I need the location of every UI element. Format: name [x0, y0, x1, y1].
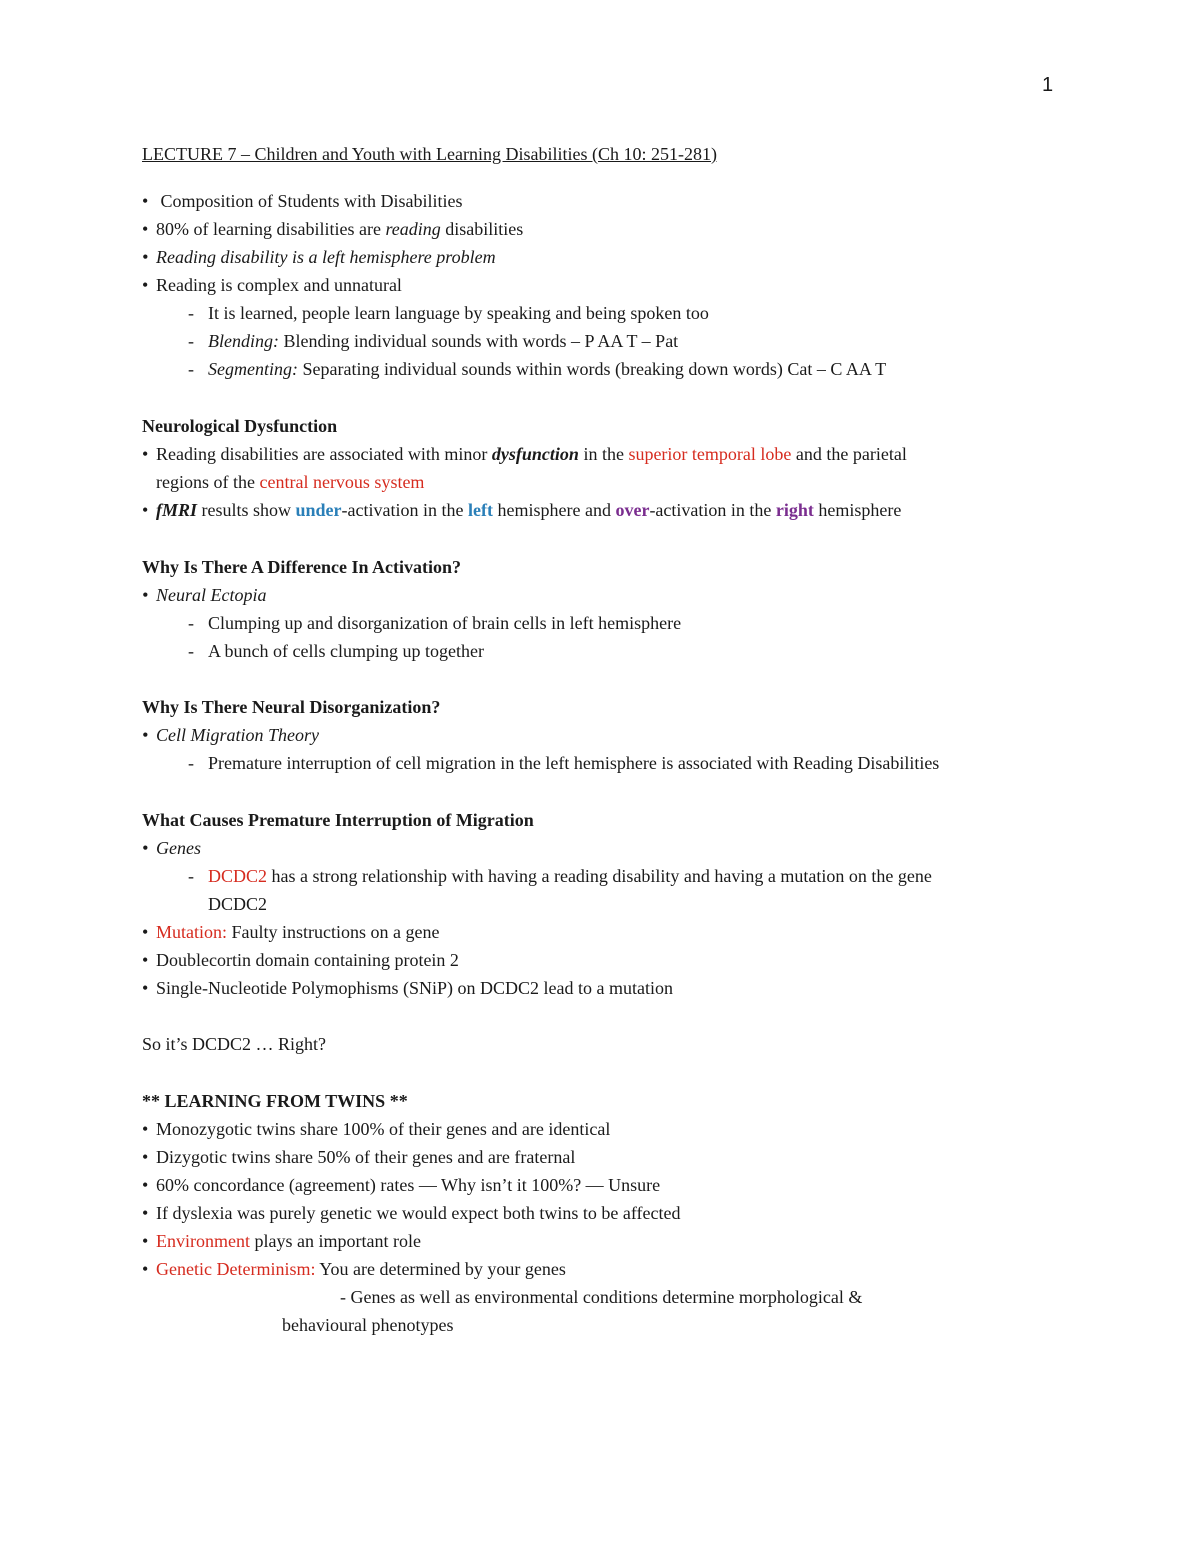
dash-icon: -	[188, 331, 194, 351]
bullet-icon: •	[142, 950, 149, 970]
list-item: • Genes	[142, 838, 201, 858]
sub-list-item: - Segmenting: Separating individual sounds within words (breaking down words) Cat – C AA T	[188, 359, 887, 379]
list-item: • Reading disabilities are associated with minor dysfunction in the superior temporal lobe and the parietal	[142, 444, 907, 464]
bullet-icon: •	[142, 922, 149, 942]
dash-icon: -	[188, 866, 194, 886]
list-item: • If dyslexia was purely genetic we would expect both twins to be affected	[142, 1203, 681, 1223]
bullet-icon: •	[142, 191, 149, 211]
bullet-icon: •	[142, 219, 149, 239]
sub-list-item: - A bunch of cells clumping up together	[188, 641, 484, 661]
list-item: • Reading disability is a left hemisphere problem	[142, 247, 496, 267]
list-item: • 60% concordance (agreement) rates — Why isn’t it 100%? — Unsure	[142, 1175, 661, 1195]
dash-icon: -	[188, 359, 194, 379]
bullet-icon: •	[142, 444, 149, 464]
bullet-icon: •	[142, 1175, 149, 1195]
dash-icon: -	[188, 303, 194, 323]
bullet-icon: •	[142, 500, 149, 520]
section-heading: Neurological Dysfunction	[142, 416, 338, 436]
list-item: • Monozygotic twins share 100% of their genes and are identical	[142, 1119, 611, 1139]
bullet-icon: •	[142, 1119, 149, 1139]
list-item: • Mutation: Faulty instructions on a gene	[142, 922, 440, 942]
bullet-icon: •	[142, 585, 149, 605]
section-heading: What Causes Premature Interruption of Migration	[142, 810, 534, 830]
bullet-icon: •	[142, 1147, 149, 1167]
bullet-icon: •	[142, 247, 149, 267]
question-text: So it’s DCDC2 … Right?	[142, 1034, 327, 1054]
sub-list-item: - Clumping up and disorganization of brain cells in left hemisphere	[188, 613, 682, 633]
sub-list-item-continuation: DCDC2	[208, 894, 268, 914]
list-item: • Environment plays an important role	[142, 1231, 421, 1251]
bullet-icon: •	[142, 275, 149, 295]
bullet-icon: •	[142, 978, 149, 998]
dash-icon: -	[188, 613, 194, 633]
section-heading: Why Is There Neural Disorganization?	[142, 697, 441, 717]
list-item-continuation: regions of the central nervous system	[156, 472, 425, 492]
sub-list-item: - Blending: Blending individual sounds with words – P AA T – Pat	[188, 331, 679, 351]
section-heading: ** LEARNING FROM TWINS **	[142, 1091, 408, 1111]
list-item: • Cell Migration Theory	[142, 725, 319, 745]
section-heading: Why Is There A Difference In Activation?	[142, 557, 461, 577]
dash-icon: -	[188, 641, 194, 661]
bullet-icon: •	[142, 1231, 149, 1251]
list-item: • 80% of learning disabilities are reading disabilities	[142, 219, 524, 239]
list-item: • Genetic Determinism: You are determined by your genes	[142, 1259, 566, 1279]
sub-list-item-continuation: behavioural phenotypes	[282, 1315, 454, 1335]
list-item: • Neural Ectopia	[142, 585, 267, 605]
list-item: • Doublecortin domain containing protein 2	[142, 950, 459, 970]
bullet-icon: •	[142, 838, 149, 858]
list-item: • Single-Nucleotide Polymophisms (SNiP) on DCDC2 lead to a mutation	[142, 978, 673, 998]
page-number: 1	[1042, 74, 1054, 96]
lecture-title: LECTURE 7 – Children and Youth with Learning Disabilities (Ch 10: 251-281)	[142, 144, 717, 164]
bullet-icon: •	[142, 1259, 149, 1279]
sub-list-item: - DCDC2 has a strong relationship with having a reading disability and having a mutation on the gene	[188, 866, 932, 886]
sub-list-item: - It is learned, people learn language by speaking and being spoken too	[188, 303, 709, 323]
sub-list-item: - Genes as well as environmental conditions determine morphological &	[340, 1287, 863, 1307]
bullet-icon: •	[142, 725, 149, 745]
sub-list-item: - Premature interruption of cell migration in the left hemisphere is associated with Reading Disabilities	[188, 753, 940, 773]
list-item: • Reading is complex and unnatural	[142, 275, 402, 295]
bullet-icon: •	[142, 1203, 149, 1223]
list-item: • fMRI results show under-activation in the left hemisphere and over-activation in the right hemisphere	[142, 500, 902, 520]
dash-icon: -	[188, 753, 194, 773]
list-item: • Composition of Students with Disabilities	[142, 191, 463, 211]
list-item: • Dizygotic twins share 50% of their genes and are fraternal	[142, 1147, 576, 1167]
